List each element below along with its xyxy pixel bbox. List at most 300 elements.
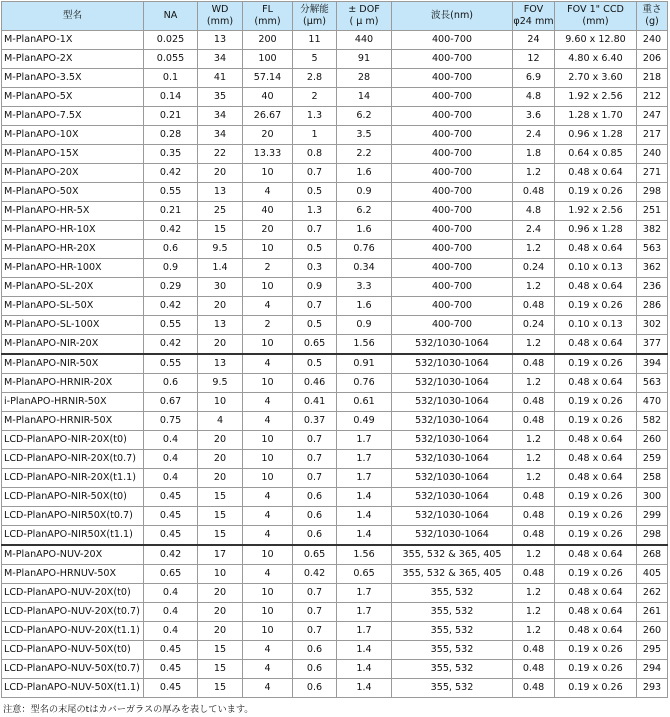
cell-col-dof: 1.4 [337,641,392,660]
cell-col-weight: 260 [637,431,668,450]
cell-col-weight: 405 [637,565,668,584]
cell-col-wd: 41 [198,69,243,88]
cell-col-resolution: 2 [293,88,337,107]
cell-col-na: 0.6 [144,240,198,259]
cell-col-dof: 0.65 [337,565,392,584]
header-col-model: 型名 [2,2,144,31]
cell-col-fov-phi24: 0.48 [513,679,555,698]
cell-col-wavelength: 532/1030-1064 [392,526,513,546]
table-row [2,660,668,679]
cell-col-model: LCD-PlanAPO-NIR50X(t1.1) [2,526,144,546]
cell-col-na: 0.28 [144,126,198,145]
cell-col-dof: 1.4 [337,488,392,507]
cell-col-weight: 212 [637,88,668,107]
cell-col-na: 0.4 [144,622,198,641]
cell-col-model: M-PlanAPO-50X [2,183,144,202]
cell-col-na: 0.14 [144,88,198,107]
cell-col-fov-ccd: 0.19 x 0.26 [555,183,637,202]
cell-col-wavelength: 400-700 [392,126,513,145]
cell-col-fov-ccd: 0.48 x 0.64 [555,584,637,603]
cell-col-wd: 34 [198,126,243,145]
table-row [2,469,668,488]
cell-col-wavelength: 532/1030-1064 [392,335,513,355]
cell-col-resolution: 5 [293,50,337,69]
cell-col-dof: 28 [337,69,392,88]
cell-col-dof: 91 [337,50,392,69]
cell-col-dof: 6.2 [337,202,392,221]
cell-col-model: M-PlanAPO-2X [2,50,144,69]
cell-col-wd: 15 [198,641,243,660]
cell-col-resolution: 0.46 [293,374,337,393]
cell-col-wd: 20 [198,164,243,183]
cell-col-fov-phi24: 0.48 [513,507,555,526]
cell-col-wavelength: 532/1030-1064 [392,507,513,526]
table-row [2,316,668,335]
cell-col-dof: 1.6 [337,297,392,316]
cell-col-fov-ccd: 0.48 x 0.64 [555,431,637,450]
table-row [2,679,668,698]
cell-col-wavelength: 355, 532 [392,622,513,641]
cell-col-dof: 0.9 [337,183,392,202]
cell-col-fov-ccd: 0.48 x 0.64 [555,374,637,393]
cell-col-weight: 293 [637,679,668,698]
table-row [2,240,668,259]
cell-col-model: M-PlanAPO-HR-20X [2,240,144,259]
cell-col-wd: 1.4 [198,259,243,278]
cell-col-na: 0.29 [144,278,198,297]
cell-col-fov-ccd: 0.19 x 0.26 [555,679,637,698]
cell-col-fov-ccd: 0.19 x 0.26 [555,641,637,660]
cell-col-fov-phi24: 0.48 [513,660,555,679]
cell-col-dof: 1.7 [337,469,392,488]
cell-col-model: M-PlanAPO-3.5X [2,69,144,88]
cell-col-wd: 34 [198,107,243,126]
cell-col-na: 0.4 [144,469,198,488]
cell-col-dof: 2.2 [337,145,392,164]
cell-col-resolution: 0.7 [293,622,337,641]
cell-col-weight: 251 [637,202,668,221]
cell-col-na: 0.45 [144,660,198,679]
cell-col-wavelength: 400-700 [392,221,513,240]
cell-col-fov-ccd: 0.19 x 0.26 [555,412,637,431]
cell-col-fov-phi24: 1.2 [513,164,555,183]
table-row [2,393,668,412]
cell-col-fov-ccd: 0.96 x 1.28 [555,221,637,240]
cell-col-model: LCD-PlanAPO-NIR-20X(t0) [2,431,144,450]
cell-col-resolution: 0.42 [293,565,337,584]
table-row [2,488,668,507]
cell-col-model: LCD-PlanAPO-NUV-50X(t0.7) [2,660,144,679]
cell-col-fov-phi24: 1.8 [513,145,555,164]
cell-col-fov-phi24: 6.9 [513,69,555,88]
cell-col-weight: 262 [637,584,668,603]
cell-col-resolution: 1.3 [293,107,337,126]
table-row [2,107,668,126]
cell-col-fov-phi24: 3.6 [513,107,555,126]
cell-col-fov-ccd: 0.64 x 0.85 [555,145,637,164]
cell-col-weight: 240 [637,31,668,50]
cell-col-dof: 1.56 [337,545,392,565]
table-row [2,278,668,297]
cell-col-resolution: 0.6 [293,641,337,660]
cell-col-fov-ccd: 0.48 x 0.64 [555,622,637,641]
cell-col-weight: 300 [637,488,668,507]
cell-col-fov-ccd: 2.70 x 3.60 [555,69,637,88]
cell-col-model: M-PlanAPO-5X [2,88,144,107]
cell-col-weight: 470 [637,393,668,412]
cell-col-model: LCD-PlanAPO-NUV-20X(t0.7) [2,603,144,622]
header-col-resolution: 分解能 (µm) [293,2,337,31]
table-row [2,545,668,565]
cell-col-resolution: 0.6 [293,507,337,526]
cell-col-wd: 20 [198,431,243,450]
cell-col-fov-ccd: 1.92 x 2.56 [555,202,637,221]
table-row [2,584,668,603]
cell-col-fov-phi24: 1.2 [513,374,555,393]
cell-col-dof: 1.7 [337,584,392,603]
cell-col-fl: 10 [243,335,293,355]
cell-col-fov-phi24: 0.48 [513,641,555,660]
cell-col-dof: 1.4 [337,526,392,546]
cell-col-fl: 4 [243,354,293,374]
footnote: 注意：型名の末尾のtはカバーガラスの厚みを表しています。 [3,704,254,715]
cell-col-wavelength: 400-700 [392,240,513,259]
cell-col-fov-phi24: 1.2 [513,278,555,297]
cell-col-model: LCD-PlanAPO-NIR50X(t0.7) [2,507,144,526]
cell-col-fov-phi24: 0.48 [513,183,555,202]
table-row [2,145,668,164]
table-row [2,641,668,660]
cell-col-fov-ccd: 0.48 x 0.64 [555,603,637,622]
cell-col-dof: 1.6 [337,221,392,240]
header-col-wd: WD (mm) [198,2,243,31]
cell-col-fl: 20 [243,126,293,145]
cell-col-wavelength: 532/1030-1064 [392,412,513,431]
cell-col-model: M-PlanAPO-20X [2,164,144,183]
table-row [2,431,668,450]
cell-col-resolution: 0.7 [293,450,337,469]
cell-col-resolution: 0.65 [293,335,337,355]
cell-col-weight: 302 [637,316,668,335]
cell-col-wavelength: 400-700 [392,145,513,164]
cell-col-model: M-PlanAPO-HR-5X [2,202,144,221]
cell-col-model: M-PlanAPO-SL-20X [2,278,144,297]
cell-col-weight: 259 [637,450,668,469]
cell-col-fov-phi24: 24 [513,31,555,50]
cell-col-weight: 377 [637,335,668,355]
cell-col-fl: 100 [243,50,293,69]
cell-col-weight: 298 [637,183,668,202]
cell-col-weight: 236 [637,278,668,297]
table-row [2,126,668,145]
cell-col-wd: 25 [198,202,243,221]
cell-col-model: LCD-PlanAPO-NUV-50X(t1.1) [2,679,144,698]
cell-col-wd: 15 [198,507,243,526]
cell-col-fl: 10 [243,584,293,603]
cell-col-model: LCD-PlanAPO-NUV-20X(t0) [2,584,144,603]
cell-col-wavelength: 400-700 [392,183,513,202]
cell-col-fov-ccd: 0.48 x 0.64 [555,335,637,355]
cell-col-weight: 261 [637,603,668,622]
cell-col-model: i-PlanAPO-HRNIR-50X [2,393,144,412]
cell-col-fov-phi24: 2.4 [513,221,555,240]
cell-col-na: 0.55 [144,316,198,335]
cell-col-fov-phi24: 1.2 [513,431,555,450]
cell-col-fov-ccd: 0.48 x 0.64 [555,545,637,565]
cell-col-fov-ccd: 0.19 x 0.26 [555,660,637,679]
cell-col-wd: 20 [198,469,243,488]
cell-col-weight: 394 [637,354,668,374]
cell-col-fov-ccd: 0.10 x 0.13 [555,259,637,278]
cell-col-fov-ccd: 0.48 x 0.64 [555,450,637,469]
table-row [2,335,668,355]
cell-col-wavelength: 400-700 [392,107,513,126]
cell-col-wavelength: 355, 532 [392,660,513,679]
cell-col-fl: 10 [243,431,293,450]
cell-col-resolution: 0.5 [293,240,337,259]
cell-col-wavelength: 355, 532 [392,679,513,698]
cell-col-na: 0.55 [144,183,198,202]
cell-col-model: M-PlanAPO-10X [2,126,144,145]
cell-col-na: 0.4 [144,584,198,603]
table-header-row [2,2,668,31]
cell-col-wd: 17 [198,545,243,565]
cell-col-na: 0.055 [144,50,198,69]
cell-col-model: M-PlanAPO-1X [2,31,144,50]
header-col-dof: ± DOF ( µ m) [337,2,392,31]
cell-col-model: LCD-PlanAPO-NIR-20X(t1.1) [2,469,144,488]
cell-col-na: 0.75 [144,412,198,431]
cell-col-fl: 10 [243,469,293,488]
cell-col-na: 0.45 [144,507,198,526]
table-row [2,88,668,107]
cell-col-resolution: 0.7 [293,431,337,450]
table-row [2,50,668,69]
cell-col-weight: 260 [637,622,668,641]
cell-col-fl: 20 [243,221,293,240]
cell-col-wd: 15 [198,660,243,679]
cell-col-na: 0.45 [144,641,198,660]
cell-col-fov-ccd: 0.48 x 0.64 [555,469,637,488]
header-col-na: NA [144,2,198,31]
cell-col-wd: 15 [198,679,243,698]
cell-col-wavelength: 532/1030-1064 [392,431,513,450]
cell-col-wavelength: 532/1030-1064 [392,450,513,469]
cell-col-fov-phi24: 1.2 [513,603,555,622]
cell-col-wd: 10 [198,565,243,584]
cell-col-na: 0.4 [144,431,198,450]
cell-col-na: 0.4 [144,450,198,469]
cell-col-wavelength: 355, 532 & 365, 405 [392,545,513,565]
table-row [2,164,668,183]
cell-col-weight: 563 [637,240,668,259]
cell-col-fl: 4 [243,565,293,584]
header-col-fov-phi24: FOV φ24 mm [513,2,555,31]
cell-col-wd: 13 [198,183,243,202]
table-row [2,507,668,526]
cell-col-wavelength: 532/1030-1064 [392,374,513,393]
cell-col-wd: 15 [198,488,243,507]
cell-col-model: M-PlanAPO-SL-100X [2,316,144,335]
cell-col-fl: 4 [243,183,293,202]
cell-col-model: M-PlanAPO-NIR-50X [2,354,144,374]
cell-col-fov-phi24: 0.48 [513,488,555,507]
cell-col-wavelength: 400-700 [392,50,513,69]
cell-col-wavelength: 400-700 [392,202,513,221]
cell-col-model: M-PlanAPO-HRNIR-20X [2,374,144,393]
cell-col-dof: 3.5 [337,126,392,145]
cell-col-dof: 1.4 [337,660,392,679]
cell-col-fl: 4 [243,507,293,526]
cell-col-dof: 0.91 [337,354,392,374]
cell-col-model: M-PlanAPO-HR-10X [2,221,144,240]
cell-col-fov-phi24: 12 [513,50,555,69]
cell-col-fl: 2 [243,259,293,278]
cell-col-fov-phi24: 4.8 [513,88,555,107]
cell-col-na: 0.65 [144,565,198,584]
cell-col-fl: 40 [243,202,293,221]
cell-col-wavelength: 400-700 [392,164,513,183]
cell-col-resolution: 0.6 [293,526,337,546]
cell-col-fl: 10 [243,450,293,469]
cell-col-resolution: 0.7 [293,297,337,316]
cell-col-weight: 240 [637,145,668,164]
cell-col-resolution: 0.7 [293,221,337,240]
cell-col-wd: 20 [198,603,243,622]
cell-col-dof: 440 [337,31,392,50]
cell-col-wavelength: 400-700 [392,88,513,107]
cell-col-weight: 295 [637,641,668,660]
cell-col-wd: 9.5 [198,374,243,393]
cell-col-fov-ccd: 0.19 x 0.26 [555,565,637,584]
cell-col-na: 0.9 [144,259,198,278]
cell-col-weight: 563 [637,374,668,393]
table-row [2,354,668,374]
table-row [2,202,668,221]
header-col-wavelength: 波長(nm) [392,2,513,31]
cell-col-dof: 0.49 [337,412,392,431]
cell-col-fov-ccd: 0.19 x 0.26 [555,526,637,546]
cell-col-wavelength: 400-700 [392,69,513,88]
cell-col-wavelength: 532/1030-1064 [392,488,513,507]
cell-col-resolution: 0.7 [293,603,337,622]
cell-col-na: 0.025 [144,31,198,50]
cell-col-fov-phi24: 1.2 [513,584,555,603]
cell-col-na: 0.45 [144,488,198,507]
cell-col-fl: 10 [243,278,293,297]
cell-col-model: LCD-PlanAPO-NUV-50X(t0) [2,641,144,660]
table-row [2,31,668,50]
cell-col-na: 0.6 [144,374,198,393]
cell-col-dof: 0.9 [337,316,392,335]
cell-col-fov-phi24: 1.2 [513,450,555,469]
cell-col-wd: 9.5 [198,240,243,259]
cell-col-dof: 1.56 [337,335,392,355]
cell-col-fov-ccd: 4.80 x 6.40 [555,50,637,69]
cell-col-dof: 1.4 [337,507,392,526]
cell-col-fov-ccd: 1.28 x 1.70 [555,107,637,126]
cell-col-fov-phi24: 1.2 [513,469,555,488]
cell-col-resolution: 11 [293,31,337,50]
cell-col-model: M-PlanAPO-NUV-20X [2,545,144,565]
cell-col-dof: 1.7 [337,450,392,469]
cell-col-fov-phi24: 4.8 [513,202,555,221]
cell-col-fov-phi24: 0.48 [513,565,555,584]
cell-col-fov-phi24: 1.2 [513,240,555,259]
cell-col-model: M-PlanAPO-15X [2,145,144,164]
cell-col-fov-ccd: 0.19 x 0.26 [555,488,637,507]
table-row [2,69,668,88]
cell-col-fov-ccd: 0.48 x 0.64 [555,164,637,183]
cell-col-fov-phi24: 0.48 [513,297,555,316]
cell-col-na: 0.45 [144,679,198,698]
cell-col-fov-ccd: 0.19 x 0.26 [555,354,637,374]
cell-col-weight: 362 [637,259,668,278]
cell-col-na: 0.42 [144,335,198,355]
cell-col-fl: 57.14 [243,69,293,88]
cell-col-weight: 271 [637,164,668,183]
cell-col-wd: 13 [198,31,243,50]
cell-col-fl: 10 [243,545,293,565]
cell-col-fl: 4 [243,660,293,679]
cell-col-resolution: 0.7 [293,164,337,183]
cell-col-fov-ccd: 0.19 x 0.26 [555,297,637,316]
cell-col-model: LCD-PlanAPO-NIR-50X(t0) [2,488,144,507]
cell-col-wavelength: 355, 532 [392,641,513,660]
cell-col-wavelength: 355, 532 [392,603,513,622]
cell-col-wd: 20 [198,622,243,641]
cell-col-na: 0.67 [144,393,198,412]
cell-col-wavelength: 532/1030-1064 [392,469,513,488]
cell-col-fov-ccd: 0.48 x 0.64 [555,278,637,297]
table-row [2,526,668,546]
cell-col-fl: 4 [243,297,293,316]
cell-col-wavelength: 400-700 [392,31,513,50]
cell-col-fov-ccd: 1.92 x 2.56 [555,88,637,107]
cell-col-model: M-PlanAPO-7.5X [2,107,144,126]
cell-col-wd: 34 [198,50,243,69]
table-row [2,374,668,393]
cell-col-na: 0.45 [144,526,198,546]
cell-col-wavelength: 355, 532 [392,584,513,603]
cell-col-weight: 206 [637,50,668,69]
cell-col-dof: 1.7 [337,622,392,641]
cell-col-wd: 30 [198,278,243,297]
cell-col-model: M-PlanAPO-HR-100X [2,259,144,278]
cell-col-dof: 14 [337,88,392,107]
header-col-fl: FL (mm) [243,2,293,31]
cell-col-resolution: 0.65 [293,545,337,565]
cell-col-model: M-PlanAPO-SL-50X [2,297,144,316]
table-row [2,450,668,469]
cell-col-fov-ccd: 0.48 x 0.64 [555,240,637,259]
cell-col-weight: 294 [637,660,668,679]
cell-col-dof: 3.3 [337,278,392,297]
cell-col-weight: 247 [637,107,668,126]
cell-col-fov-ccd: 0.19 x 0.26 [555,393,637,412]
cell-col-dof: 0.61 [337,393,392,412]
cell-col-resolution: 1 [293,126,337,145]
cell-col-resolution: 0.8 [293,145,337,164]
cell-col-dof: 0.76 [337,240,392,259]
cell-col-fov-phi24: 0.48 [513,412,555,431]
cell-col-wavelength: 400-700 [392,316,513,335]
table-row [2,565,668,584]
cell-col-fl: 4 [243,412,293,431]
cell-col-wd: 13 [198,316,243,335]
cell-col-wd: 4 [198,412,243,431]
cell-col-fl: 10 [243,622,293,641]
